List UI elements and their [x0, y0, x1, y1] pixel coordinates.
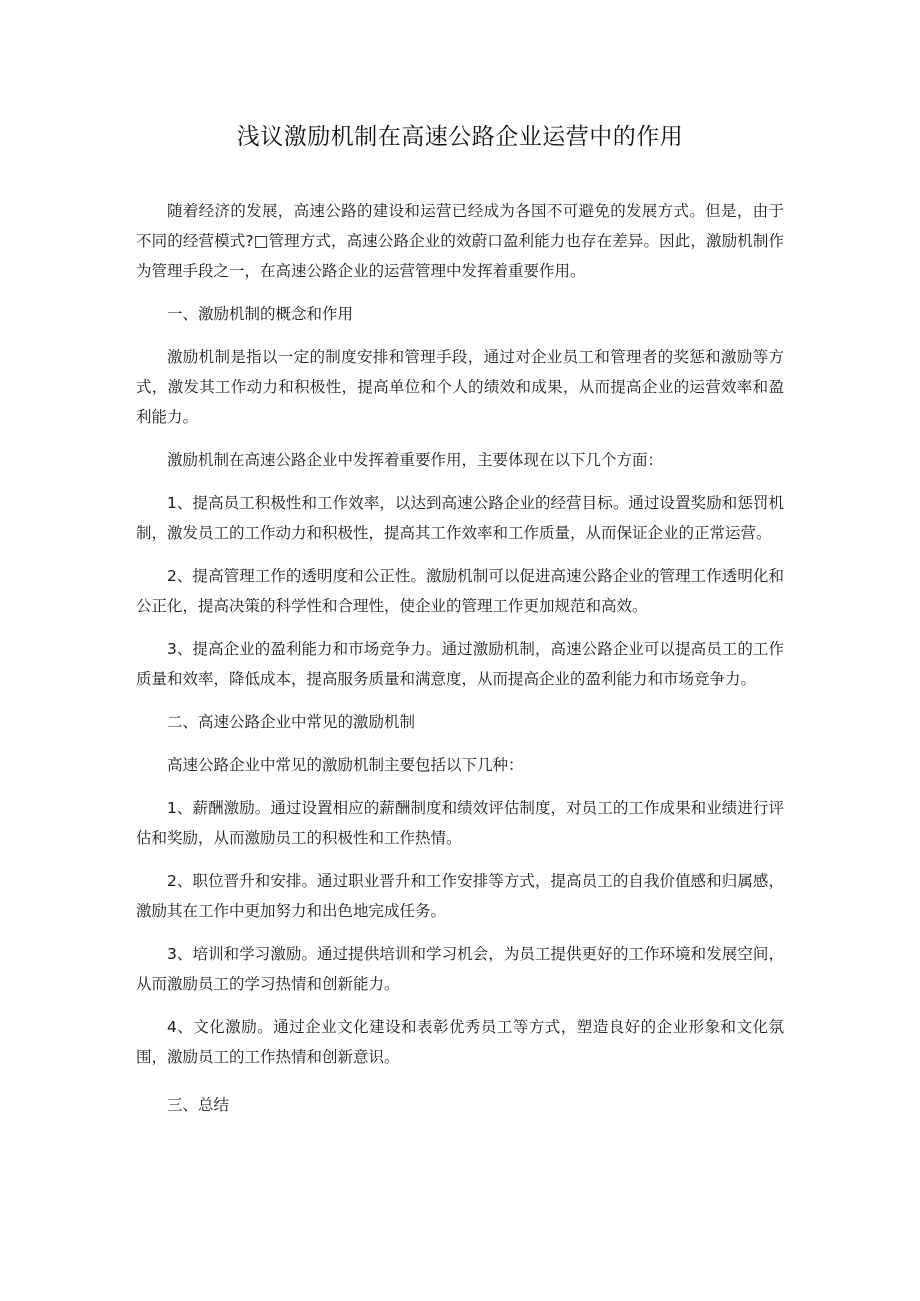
mechanism-item-2: 2、职位晋升和安排。通过职业晋升和工作安排等方式，提高员工的自我价值感和归属感，激励其在工作中更加努力和出色地完成任务。	[136, 872, 784, 920]
role-item-3: 3、提高企业的盈利能力和市场竞争力。通过激励机制，高速公路企业可以提高员工的工作质量和效率，降低成本，提高服务质量和满意度，从而提高企业的盈利能力和市场竞争力。	[136, 640, 784, 688]
role-item-1: 1、提高员工积极性和工作效率，以达到高速公路企业的经营目标。通过设置奖励和惩罚机制，激发员工的工作动力和积极性，提高其工作效率和工作质量，从而保证企业的正常运营。	[136, 494, 784, 542]
mechanism-item-3: 3、培训和学习激励。通过提供培训和学习机会，为员工提供更好的工作环境和发展空间，从而激励员工的学习热情和创新能力。	[136, 945, 784, 993]
section-heading-2: 二、高速公路企业中常见的激励机制	[167, 713, 416, 731]
definition-paragraph: 激励机制是指以一定的制度安排和管理手段，通过对企业员工和管理者的奖惩和激励等方式，激发其工作动力和积极性，提高单位和个人的绩效和成果，从而提高企业的运营效率和盈利能力。	[136, 348, 784, 426]
document-title: 浅议激励机制在高速公路企业运营中的作用	[236, 124, 684, 150]
mechanism-item-4: 4、文化激励。通过企业文化建设和表彰优秀员工等方式，塑造良好的企业形象和文化氛围，激励员工的工作热情和创新意识。	[136, 1018, 784, 1066]
document-body	[136, 196, 784, 1133]
intro-paragraph: 随着经济的发展，高速公路的建设和运营已经成为各国不可避免的发展方式。但是，由于不同的经营模式?□管理方式，高速公路企业的效蔚口盈利能力也存在差异。因此，激励机制作为管理手段之一，在高速公路企业的运营管理中发挥着重要作用。	[136, 202, 784, 280]
section-heading-3: 三、总结	[167, 1096, 230, 1114]
section-heading-1: 一、激励机制的概念和作用	[167, 305, 354, 323]
role-intro-paragraph: 激励机制在高速公路企业中发挥着重要作用，主要体现在以下几个方面：	[167, 451, 664, 469]
mechanism-item-1: 1、薪酬激励。通过设置相应的薪酬制度和绩效评估制度，对员工的工作成果和业绩进行评估和奖励，从而激励员工的积极性和工作热情。	[136, 799, 784, 847]
mechanism-intro-paragraph: 高速公路企业中常见的激励机制主要包括以下几种：	[167, 756, 524, 774]
role-item-2: 2、提高管理工作的透明度和公正性。激励机制可以促进高速公路企业的管理工作透明化和公正化，提高决策的科学性和合理性，使企业的管理工作更加规范和高效。	[136, 567, 784, 615]
